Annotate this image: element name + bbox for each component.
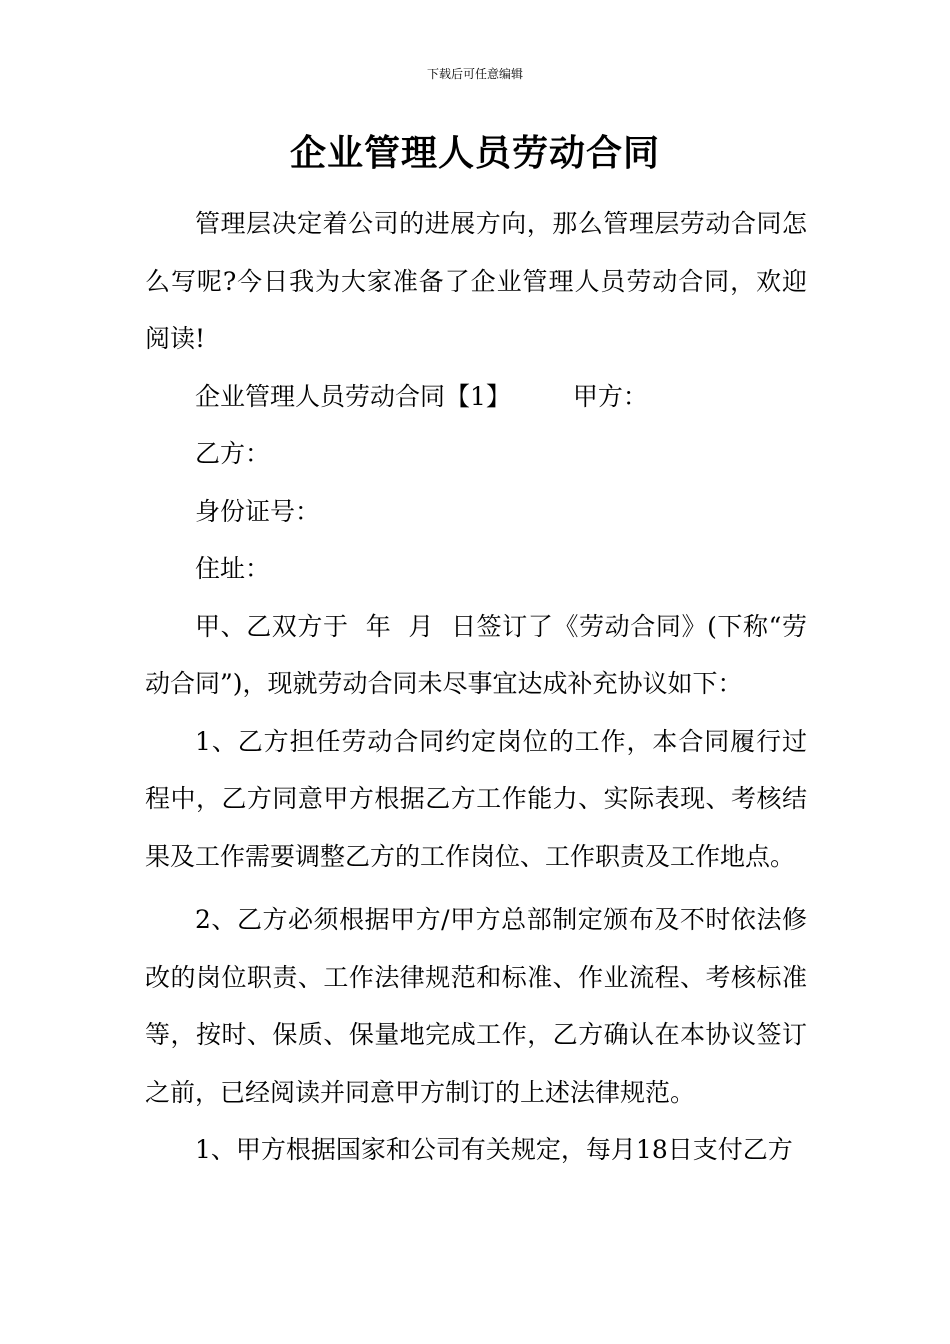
- document-body: [145, 195, 807, 1179]
- header-note: 下载后可任意编辑: [426, 67, 523, 81]
- preamble-paragraph: 甲、乙双方于 年 月 日签订了《劳动合同》(下称“劳动合同”)，现就劳动合同未尽事宜达成补充协议如下：: [145, 611, 807, 698]
- clause-2-paragraph: 2、乙方必须根据甲方/甲方总部制定颁布及不时依法修改的岗位职责、工作法律规范和标准、作业流程、考核标准等，按时、保质、保量地完成工作，乙方确认在本协议签订之前，已经阅读并同意甲方制订的上述法律规范。: [145, 905, 807, 1107]
- contract-heading-line: [145, 368, 807, 426]
- party-b-label: 乙方：: [195, 439, 271, 468]
- contract-heading: 企业管理人员劳动合同【1】: [195, 381, 511, 411]
- party-a-label: 甲方：: [572, 381, 648, 411]
- id-number-label: 身份证号：: [195, 496, 321, 526]
- intro-paragraph: 管理层决定着公司的进展方向，那么管理层劳动合同怎么写呢?今日我为大家准备了企业管理人员劳动合同，欢迎阅读!: [145, 209, 807, 353]
- document-title: 企业管理人员劳动合同: [289, 132, 660, 174]
- address-label: 住址：: [195, 554, 271, 583]
- clause-1-paragraph: 1、乙方担任劳动合同约定岗位的工作，本合同履行过程中，乙方同意甲方根据乙方工作能力、实际表现、考核结果及工作需要调整乙方的工作岗位、工作职责及工作地点。: [145, 726, 807, 871]
- clause-pay-paragraph: 1、甲方根据国家和公司有关规定，每月18日支付乙方: [195, 1135, 793, 1164]
